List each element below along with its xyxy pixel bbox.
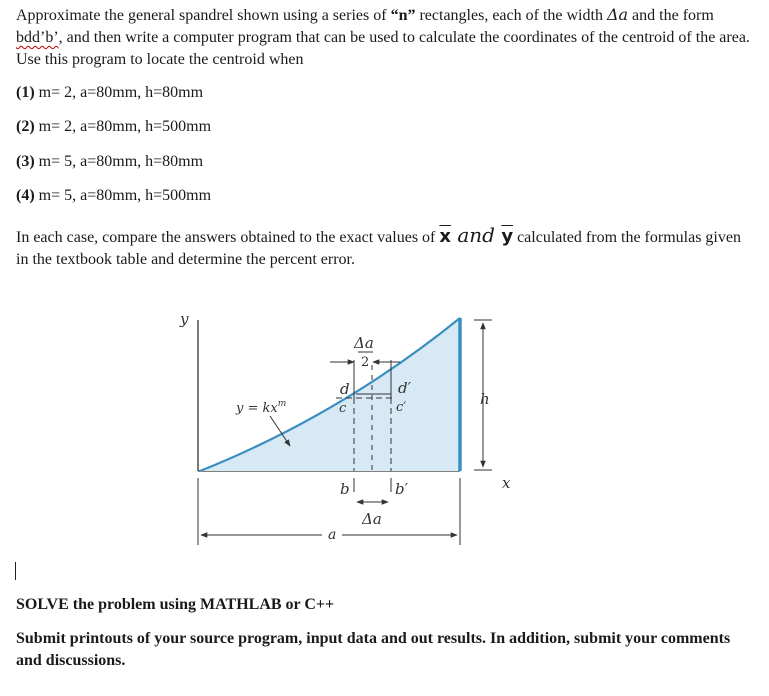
label-b: b [340, 480, 350, 498]
x-axis-label: x [502, 474, 511, 492]
label-c-prime: c′ [396, 400, 407, 415]
solve-instruction: SOLVE the problem using MATHLAB or C++ [16, 596, 335, 613]
curve-equation: $y = kx^m$ [236, 399, 287, 416]
label-b-prime: b′ [395, 480, 409, 498]
and-word: and [451, 223, 502, 247]
x-bar-symbol: $\overline{x}$ [439, 226, 451, 247]
case-label: (4) [16, 187, 35, 204]
compare-text-1: In each case, compare the answers obtained to the exact values of [16, 229, 440, 246]
label-d: d [340, 380, 350, 398]
intro-text-3: and the form [628, 7, 714, 24]
case-text: m= 2, a=80mm, h=500mm [34, 118, 212, 135]
a-label: a [328, 527, 337, 543]
label-d-prime: d′ [398, 379, 412, 397]
case-label: (1) [16, 84, 35, 101]
y-bar-symbol: $\overline{y}$ [501, 226, 514, 247]
text-cursor [15, 562, 16, 580]
intro-text-4: , and then write a computer program that can be used to calculate the coordinates of the centroid of the area. Use this program to locate the centroid when [16, 29, 750, 68]
half-delta-bottom: 2 [361, 355, 370, 370]
compare-text-2: calculated from the formulas given in the textbook table and determine the percent error. [16, 229, 741, 268]
case-label: (3) [16, 153, 35, 170]
delta-a-symbol: Δa [606, 5, 629, 24]
spandrel-area [200, 318, 460, 471]
case-label: (2) [16, 118, 35, 135]
case-text: m= 2, a=80mm, h=80mm [34, 84, 204, 101]
n-rectangles: “n” [390, 7, 416, 24]
form-bdd-b: bdd’b’ [16, 29, 59, 46]
case-text: m= 5, a=80mm, h=500mm [34, 187, 212, 204]
label-c: c [339, 401, 347, 416]
intro-text-2: rectangles, each of the width [415, 7, 607, 24]
half-delta-top: Δa [354, 334, 374, 352]
intro-text-1: Approximate the general spandrel shown using a series of [16, 7, 391, 24]
h-label: h [480, 390, 490, 408]
submit-instruction: Submit printouts of your source program, input data and out results. In addition, submit your comments and discussions. [16, 630, 731, 669]
case-text: m= 5, a=80mm, h=80mm [34, 153, 204, 170]
y-axis-label: y [180, 310, 189, 328]
delta-a-bottom: Δa [362, 510, 382, 528]
